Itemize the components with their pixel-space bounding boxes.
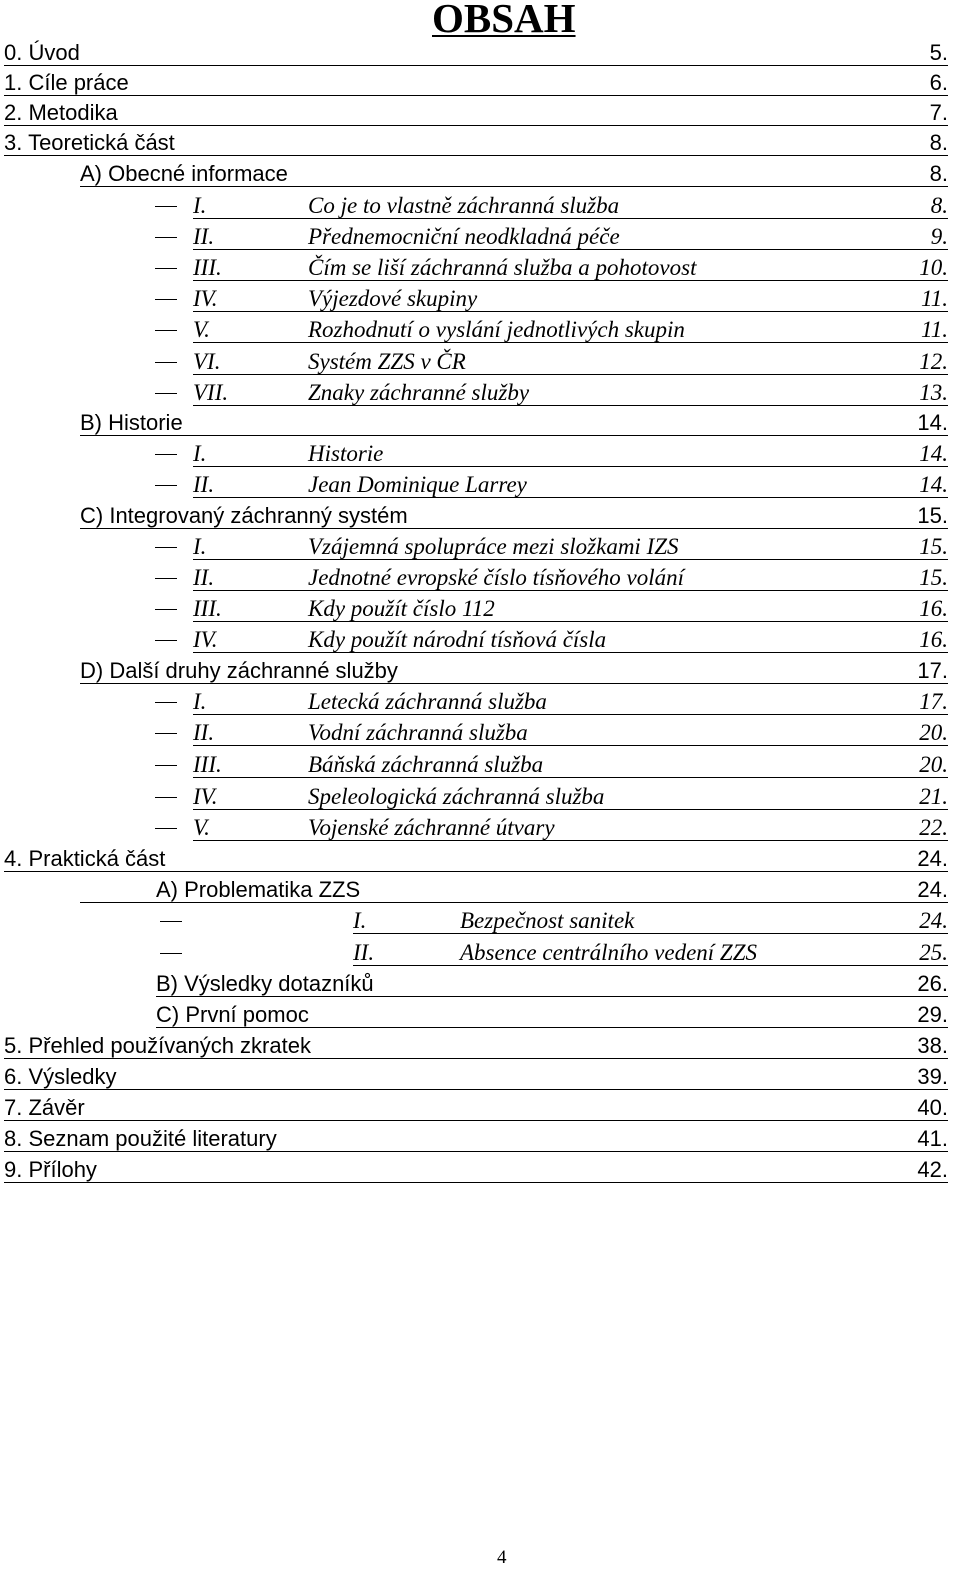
- toc-subsection-title: Kdy použít číslo 112: [308, 596, 495, 621]
- toc-heading: 5. Přehled používaných zkratek: [4, 1033, 311, 1058]
- toc-page-ref: 14.: [919, 441, 948, 466]
- toc-heading: 6. Výsledky: [4, 1064, 117, 1089]
- toc-page-ref: 14.: [919, 472, 948, 497]
- bullet-dash-icon: [155, 268, 177, 270]
- toc-subsection-title: Přednemocniční neodkladná péče: [308, 224, 620, 249]
- bullet-dash-icon: [155, 828, 177, 830]
- leader-rule: [4, 1120, 948, 1121]
- toc-subsection-title: Speleologická záchranná služba: [308, 784, 605, 809]
- toc-entry[interactable]: [80, 531, 948, 561]
- toc-entry[interactable]: [80, 377, 948, 407]
- toc-heading: A) Problematika ZZS: [156, 877, 361, 902]
- toc-entry[interactable]: [80, 252, 948, 282]
- toc-entry[interactable]: [80, 283, 948, 313]
- toc-page-ref: 42.: [917, 1157, 948, 1182]
- toc-roman-numeral: VI.: [193, 349, 221, 374]
- toc-entry[interactable]: [80, 624, 948, 654]
- leader-rule: [4, 1089, 948, 1090]
- toc-roman-numeral: III.: [193, 255, 222, 280]
- bullet-dash-icon: [155, 362, 177, 364]
- toc-subsection-title: Kdy použít národní tísňová čísla: [308, 627, 607, 652]
- toc-entry[interactable]: [80, 717, 948, 747]
- bullet-dash-icon: [155, 547, 177, 549]
- toc-entry[interactable]: [80, 812, 948, 842]
- toc-page-ref: 26.: [917, 971, 948, 996]
- toc-entry[interactable]: [80, 781, 948, 811]
- toc-page-ref: 41.: [917, 1126, 948, 1151]
- toc-page-ref: 8.: [930, 193, 948, 218]
- bullet-dash-icon: [155, 733, 177, 735]
- toc-page-ref: 29.: [917, 1002, 948, 1027]
- toc-subsection-title: Vzájemná spolupráce mezi složkami IZS: [308, 534, 679, 559]
- toc-subsection-title: Jednotné evropské číslo tísňového volání: [308, 565, 684, 590]
- toc-page-ref: 38.: [917, 1033, 948, 1058]
- toc-title: OBSAH: [432, 0, 576, 41]
- toc-heading: C) První pomoc: [156, 1002, 309, 1027]
- toc-entry[interactable]: [4, 1061, 948, 1091]
- leader-rule: [193, 777, 948, 778]
- toc-entry[interactable]: [4, 37, 948, 67]
- toc-subsection-title: Letecká záchranná služba: [308, 689, 547, 714]
- toc-heading: 0. Úvod: [4, 40, 80, 65]
- toc-page-ref: 11.: [920, 317, 948, 342]
- toc-page-ref: 20.: [919, 752, 948, 777]
- toc-page-ref: 24.: [917, 877, 948, 902]
- toc-page-ref: 16.: [919, 596, 948, 621]
- bullet-dash-icon: [155, 330, 177, 332]
- toc-roman-numeral: V.: [193, 815, 210, 840]
- leader-rule: [4, 125, 948, 126]
- bullet-dash-icon: [155, 485, 177, 487]
- toc-subsection-title: Bezpečnost sanitek: [460, 908, 635, 933]
- toc-entry[interactable]: [80, 968, 948, 998]
- toc-page-ref: 16.: [919, 627, 948, 652]
- leader-rule: [193, 311, 948, 312]
- toc-entry[interactable]: [4, 1123, 948, 1153]
- toc-subheading: C) Integrovaný záchranný systém: [80, 503, 408, 528]
- toc-subsection-title: Historie: [308, 441, 384, 466]
- toc-roman-numeral: II.: [353, 940, 375, 965]
- toc-page-ref: 10.: [919, 255, 948, 280]
- toc-roman-numeral: IV.: [193, 286, 218, 311]
- toc-subsection-title: Báňská záchranná služba: [308, 752, 544, 777]
- toc-entry[interactable]: [80, 874, 948, 904]
- leader-rule: [4, 65, 948, 66]
- toc-page-ref: 21.: [919, 784, 948, 809]
- toc-page-ref: 17.: [919, 689, 948, 714]
- toc-entry[interactable]: [4, 97, 948, 127]
- toc-roman-numeral: I.: [353, 908, 367, 933]
- toc-entry[interactable]: [80, 749, 948, 779]
- toc-page-ref: 12.: [919, 349, 948, 374]
- toc-subsection-title: Vojenské záchranné útvary: [308, 815, 555, 840]
- bullet-dash-icon: [155, 454, 177, 456]
- leader-rule: [4, 95, 948, 96]
- toc-page-ref: 15.: [917, 503, 948, 528]
- toc-heading: 4. Praktická část: [4, 846, 166, 871]
- toc-entry[interactable]: [80, 469, 948, 499]
- toc-page-ref: 8.: [929, 161, 948, 186]
- toc-entry[interactable]: [80, 221, 948, 251]
- toc-subsection-title: Vodní záchranná služba: [308, 720, 528, 745]
- toc-page-ref: 11.: [920, 286, 948, 311]
- toc-roman-numeral: I.: [193, 689, 207, 714]
- leader-rule: [353, 933, 948, 934]
- toc-roman-numeral: II.: [193, 565, 215, 590]
- bullet-dash-icon: [155, 206, 177, 208]
- toc-subsection-title: Jean Dominique Larrey: [308, 472, 527, 497]
- toc-page-ref: 13.: [919, 380, 948, 405]
- toc-entry[interactable]: [4, 1030, 948, 1060]
- leader-rule: [4, 1182, 948, 1183]
- toc-subheading: D) Další druhy záchranné služby: [80, 658, 398, 683]
- toc-entry[interactable]: [80, 686, 948, 716]
- toc-subheading: B) Historie: [80, 410, 183, 435]
- toc-entry[interactable]: [80, 937, 948, 967]
- toc-subsection-title: Výjezdové skupiny: [308, 286, 478, 311]
- toc-subsection-title: Systém ZZS v ČR: [308, 349, 466, 374]
- toc-page-ref: 40.: [917, 1095, 948, 1120]
- leader-rule: [80, 435, 948, 436]
- leader-rule: [193, 497, 948, 498]
- bullet-dash-icon: [155, 640, 177, 642]
- toc-roman-numeral: II.: [193, 472, 215, 497]
- toc-heading: 7. Závěr: [4, 1095, 85, 1120]
- toc-roman-numeral: II.: [193, 224, 215, 249]
- toc-entry[interactable]: [4, 67, 948, 97]
- toc-page-ref: 24.: [919, 908, 948, 933]
- toc-page-ref: 15.: [919, 565, 948, 590]
- toc-entry[interactable]: [80, 314, 948, 344]
- bullet-dash-icon: [155, 237, 177, 239]
- toc-entry[interactable]: [80, 562, 948, 592]
- bullet-dash-icon: [155, 609, 177, 611]
- leader-rule: [193, 405, 948, 406]
- toc-roman-numeral: I.: [193, 534, 207, 559]
- toc-page-ref: 14.: [917, 410, 948, 435]
- toc-subsection-title: Čím se liší záchranná služba a pohotovost: [308, 255, 697, 280]
- toc-entry[interactable]: [80, 407, 948, 437]
- toc-heading: B) Výsledky dotazníků: [156, 971, 374, 996]
- toc-entry[interactable]: [80, 500, 948, 530]
- toc-entry[interactable]: [80, 438, 948, 468]
- toc-page-ref: 20.: [919, 720, 948, 745]
- toc-page-ref: 22.: [919, 815, 948, 840]
- toc-heading: 8. Seznam použité literatury: [4, 1126, 277, 1151]
- toc-heading: 2. Metodika: [4, 100, 118, 125]
- toc-subheading: A) Obecné informace: [80, 161, 288, 186]
- leader-rule: [193, 621, 948, 622]
- toc-entry[interactable]: [4, 1092, 948, 1122]
- bullet-dash-icon: [155, 578, 177, 580]
- toc-roman-numeral: IV.: [193, 784, 218, 809]
- toc-heading: 1. Cíle práce: [4, 70, 129, 95]
- toc-subsection-title: Rozhodnutí o vyslání jednotlivých skupin: [308, 317, 685, 342]
- toc-entry[interactable]: [4, 1154, 948, 1184]
- bullet-dash-icon: [160, 953, 182, 955]
- toc-page-ref: 25.: [919, 940, 948, 965]
- leader-rule: [193, 840, 948, 841]
- toc-roman-numeral: II.: [193, 720, 215, 745]
- bullet-dash-icon: [155, 702, 177, 704]
- toc-entry[interactable]: [80, 905, 948, 935]
- toc-roman-numeral: IV.: [193, 627, 218, 652]
- bullet-dash-icon: [155, 765, 177, 767]
- leader-rule: [193, 466, 948, 467]
- toc-entry[interactable]: [4, 127, 948, 157]
- page-number: 4: [497, 1547, 507, 1568]
- toc-page-ref: 5.: [929, 40, 948, 65]
- toc-subsection-title: Znaky záchranné služby: [308, 380, 530, 405]
- toc-roman-numeral: I.: [193, 193, 207, 218]
- toc-page-ref: 39.: [917, 1064, 948, 1089]
- toc-entry[interactable]: [80, 346, 948, 376]
- toc-entry[interactable]: [80, 593, 948, 623]
- toc-entry[interactable]: [80, 158, 948, 188]
- toc-page-ref: 15.: [919, 534, 948, 559]
- toc-subsection-title: Co je to vlastně záchranná služba: [308, 193, 620, 218]
- toc-page-ref: 24.: [917, 846, 948, 871]
- toc-page-ref: 17.: [917, 658, 948, 683]
- toc-roman-numeral: V.: [193, 317, 210, 342]
- bullet-dash-icon: [155, 393, 177, 395]
- bullet-dash-icon: [155, 299, 177, 301]
- bullet-dash-icon: [155, 797, 177, 799]
- toc-page-ref: 7.: [929, 100, 948, 125]
- toc-roman-numeral: III.: [193, 752, 222, 777]
- toc-roman-numeral: VII.: [193, 380, 229, 405]
- toc-entry[interactable]: [4, 843, 948, 873]
- leader-rule: [193, 374, 948, 375]
- leader-rule: [193, 714, 948, 715]
- toc-subsection-title: Absence centrálního vedení ZZS: [460, 940, 758, 965]
- toc-page-ref: 6.: [929, 70, 948, 95]
- toc-heading: 9. Přílohy: [4, 1157, 97, 1182]
- leader-rule: [193, 745, 948, 746]
- toc-page-ref: 9.: [930, 224, 948, 249]
- toc-entry[interactable]: [80, 190, 948, 220]
- bullet-dash-icon: [160, 921, 182, 923]
- toc-roman-numeral: III.: [193, 596, 222, 621]
- toc-heading: 3. Teoretická část: [4, 130, 175, 155]
- toc-page-ref: 8.: [929, 130, 948, 155]
- toc-entry[interactable]: [80, 655, 948, 685]
- toc-roman-numeral: I.: [193, 441, 207, 466]
- toc-entry[interactable]: [80, 999, 948, 1029]
